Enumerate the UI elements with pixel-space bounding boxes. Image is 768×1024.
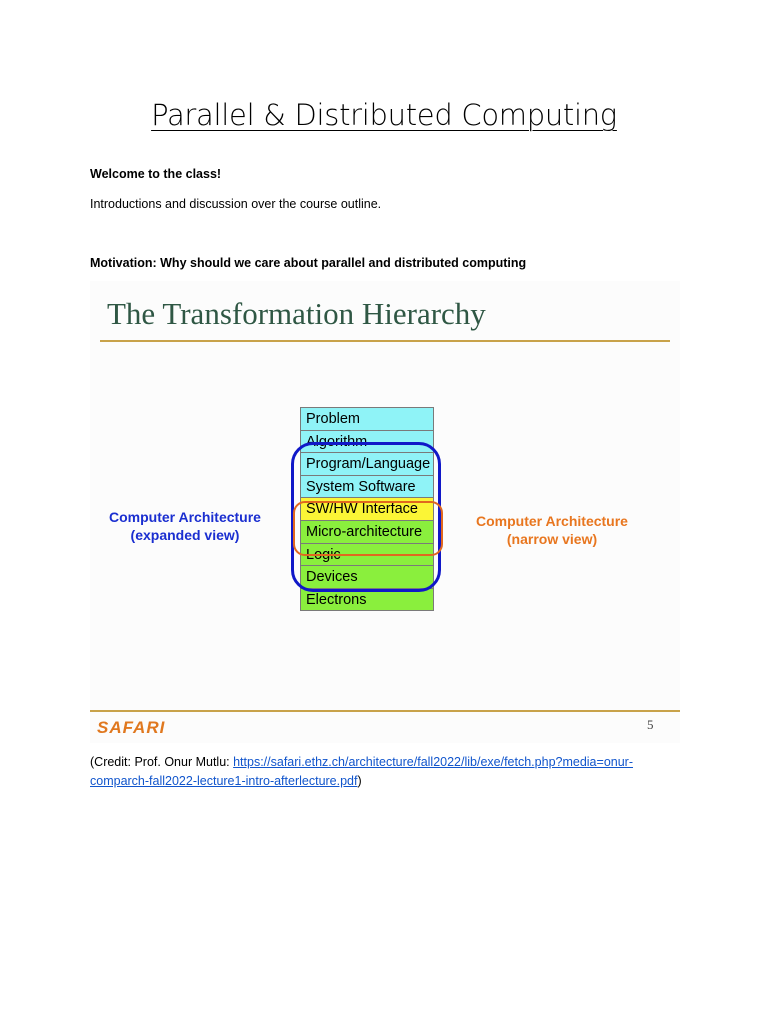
credit-prefix: (Credit: Prof. Onur Mutlu: bbox=[90, 755, 234, 769]
welcome-text: Welcome to the class! bbox=[90, 167, 222, 181]
layer-electrons: Electrons bbox=[300, 588, 434, 612]
layer-devices: Devices bbox=[300, 565, 434, 589]
credit-text bbox=[90, 753, 690, 791]
layer-system-software: System Software bbox=[300, 475, 434, 499]
slide-page-number: 5 bbox=[647, 717, 654, 732]
narrow-view-label bbox=[462, 512, 642, 548]
narrow-label-line2: (narrow view) bbox=[506, 531, 598, 547]
layer-program-language: Program/Language bbox=[300, 452, 434, 476]
credit-link[interactable]: https://safari.ethz.ch/architecture/fall2022/lib/exe/fetch.php?media=onur-comparch-fall2022-lecture1-intro-afterlecture.pdf bbox=[90, 755, 633, 788]
narrow-label-line1: Computer Architecture bbox=[476, 513, 628, 529]
layer-problem: Problem bbox=[300, 407, 434, 431]
expanded-label-line1: Computer Architecture bbox=[109, 509, 261, 525]
expanded-label-line2: (expanded view) bbox=[130, 527, 240, 543]
page-title: Parallel & Distributed Computing bbox=[151, 98, 617, 132]
layer-sw-hw-interface: SW/HW Interface bbox=[300, 497, 434, 521]
layer-logic: Logic bbox=[300, 543, 434, 567]
intro-text: Introductions and discussion over the course outline. bbox=[90, 197, 382, 211]
motivation-text: Motivation: Why should we care about parallel and distributed computing bbox=[90, 256, 527, 270]
narrow-view-outline bbox=[293, 501, 443, 556]
layer-micro-architecture: Micro-architecture bbox=[300, 520, 434, 544]
credit-suffix: ) bbox=[357, 774, 362, 788]
slide-title-rule bbox=[100, 340, 670, 342]
slide-image bbox=[90, 281, 680, 743]
slide-footer-rule bbox=[90, 710, 680, 712]
layer-algorithm: Algorithm bbox=[300, 430, 434, 454]
slide-title: The Transformation Hierarchy bbox=[107, 296, 486, 331]
safari-logo: SAFARI bbox=[97, 718, 166, 737]
expanded-view-label bbox=[100, 508, 270, 544]
